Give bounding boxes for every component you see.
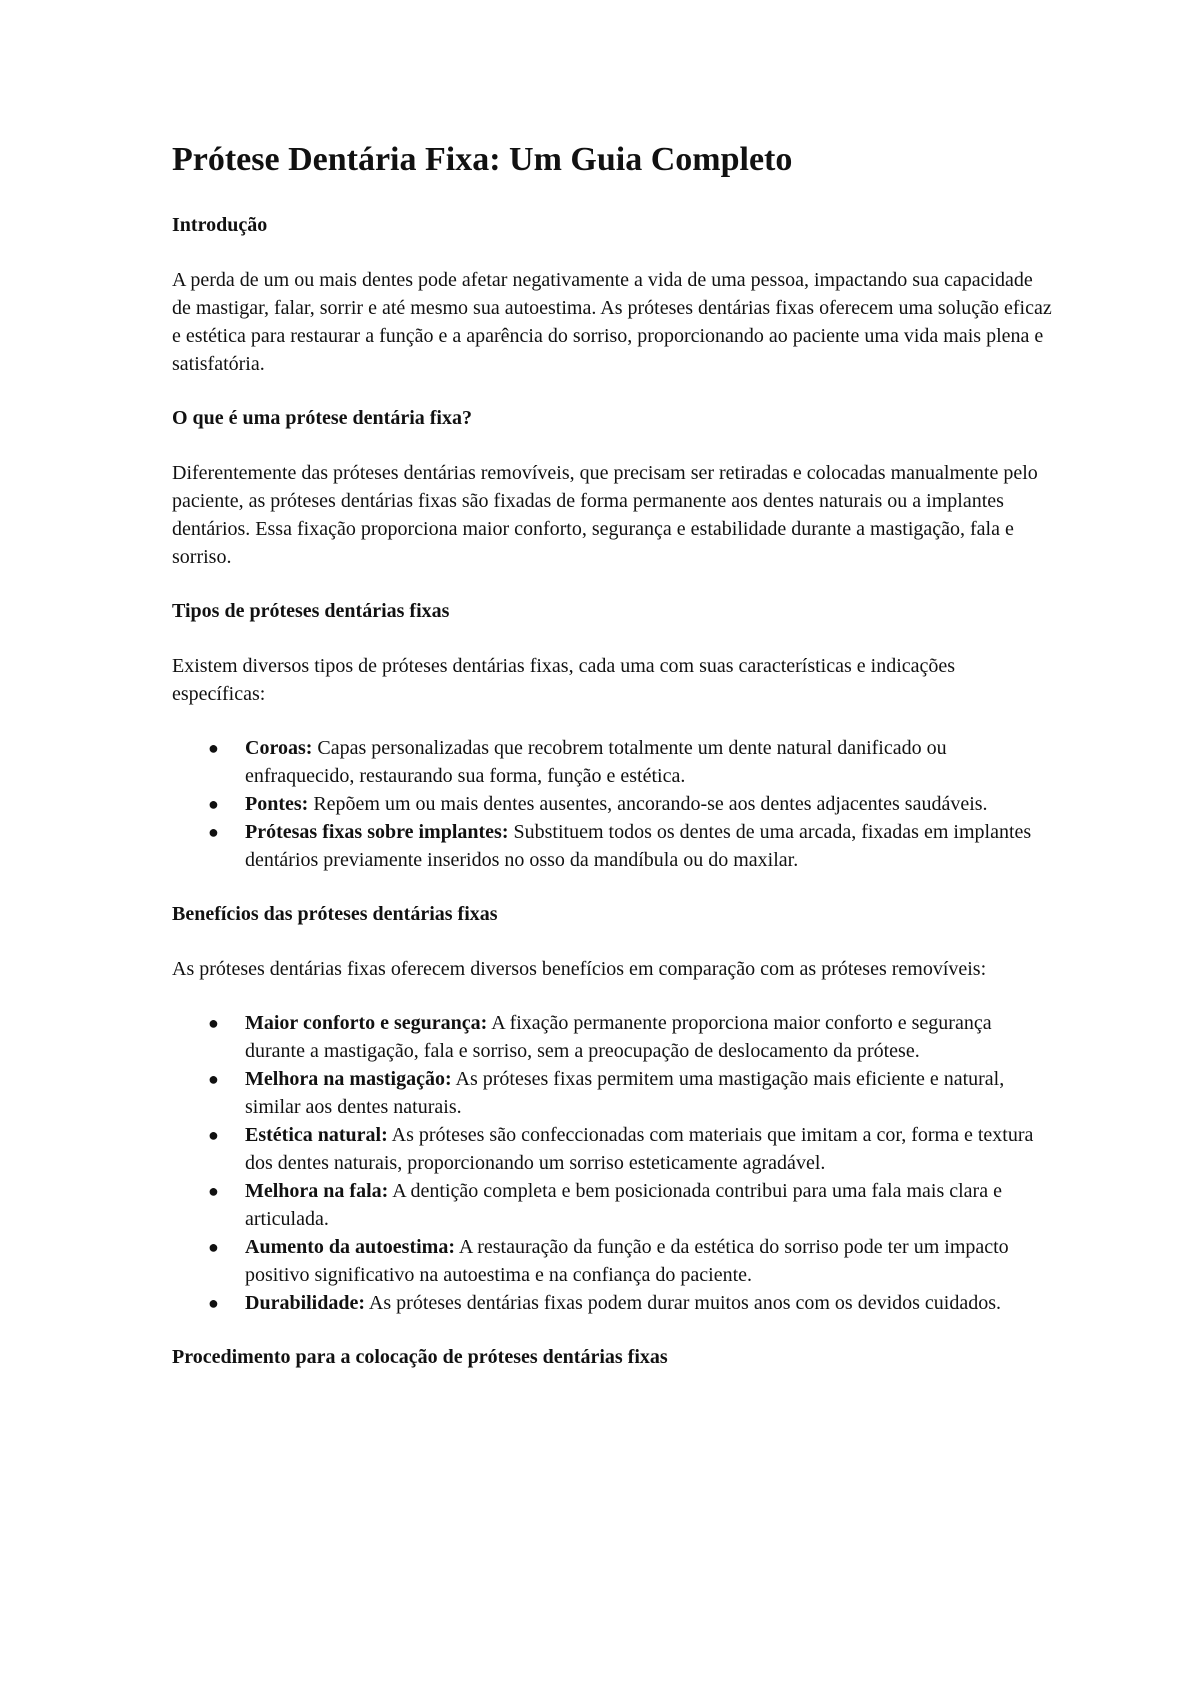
paragraph-beneficios: As próteses dentárias fixas oferecem diversos benefícios em comparação com as próteses removíveis:	[172, 957, 987, 980]
list-item-term: Pontes:	[245, 792, 309, 815]
list-item-term: Maior conforto e segurança:	[245, 1011, 488, 1034]
heading-o-que-e: O que é uma prótese dentária fixa?	[172, 406, 472, 429]
list-item-text: A dentição completa e bem posicionada contribui para uma fala mais clara e articulada.	[245, 1179, 1002, 1230]
document-title: Prótese Dentária Fixa: Um Guia Completo	[172, 141, 793, 178]
list-item-text: As próteses são confeccionadas com materiais que imitam a cor, forma e textura dos dentes naturais, proporcionando um sorriso esteticamente agradável.	[245, 1123, 1034, 1174]
bullet-icon: ●	[208, 821, 219, 842]
list-tipos	[172, 734, 1052, 874]
list-item-text: A restauração da função e da estética do sorriso pode ter um impacto positivo significativo na autoestima e na confiança do paciente.	[245, 1235, 1009, 1286]
list-item	[172, 1233, 1052, 1289]
list-item-term: Prótesas fixas sobre implantes:	[245, 820, 509, 843]
list-item	[172, 790, 1052, 818]
heading-introducao: Introdução	[172, 213, 268, 236]
list-item	[172, 818, 1052, 874]
list-item-term: Melhora na mastigação:	[245, 1067, 452, 1090]
list-item-text: As próteses dentárias fixas podem durar muitos anos com os devidos cuidados.	[365, 1291, 1002, 1314]
bullet-icon: ●	[208, 1292, 219, 1313]
bullet-icon: ●	[208, 1068, 219, 1089]
bullet-icon: ●	[208, 737, 219, 758]
heading-procedimento: Procedimento para a colocação de próteses dentárias fixas	[172, 1345, 668, 1368]
bullet-icon: ●	[208, 1012, 219, 1033]
list-item-text: Capas personalizadas que recobrem totalmente um dente natural danificado ou enfraquecido, restaurando sua forma, função e estética.	[245, 736, 947, 787]
list-item	[172, 1121, 1052, 1177]
bullet-icon: ●	[208, 1236, 219, 1257]
list-item	[172, 734, 1052, 790]
bullet-icon: ●	[208, 793, 219, 814]
list-item-text: Repõem um ou mais dentes ausentes, ancorando-se aos dentes adjacentes saudáveis.	[308, 792, 988, 815]
list-item-text: Substituem todos os dentes de uma arcada, fixadas em implantes dentários previamente inseridos no osso da mandíbula ou do maxilar.	[245, 820, 1032, 871]
list-item-term: Estética natural:	[245, 1123, 388, 1146]
paragraph-introducao: A perda de um ou mais dentes pode afetar negativamente a vida de uma pessoa, impactando sua capacidade de mastigar, falar, sorrir e até mesmo sua autoestima. As próteses dentárias fixas oferecem uma solução eficaz e estética para restaurar a função e a aparência do sorriso, proporcionando ao paciente uma vida mais plena e satisfatória.	[172, 268, 1052, 375]
list-item	[172, 1009, 1052, 1065]
list-beneficios	[172, 1009, 1052, 1317]
list-item-term: Aumento da autoestima:	[245, 1235, 455, 1258]
list-item-term: Melhora na fala:	[245, 1179, 389, 1202]
list-item-term: Coroas:	[245, 736, 313, 759]
list-item-term: Durabilidade:	[245, 1291, 366, 1314]
bullet-icon: ●	[208, 1124, 219, 1145]
heading-tipos: Tipos de próteses dentárias fixas	[172, 599, 450, 622]
list-item-text: A fixação permanente proporciona maior conforto e segurança durante a mastigação, fala e sorriso, sem a preocupação de deslocamento da prótese.	[245, 1011, 992, 1062]
list-item	[172, 1289, 1052, 1317]
paragraph-tipos: Existem diversos tipos de próteses dentárias fixas, cada uma com suas características e indicações específicas:	[172, 654, 956, 705]
bullet-icon: ●	[208, 1180, 219, 1201]
list-item	[172, 1177, 1052, 1233]
list-item	[172, 1065, 1052, 1121]
paragraph-o-que-e: Diferentemente das próteses dentárias removíveis, que precisam ser retiradas e colocadas manualmente pelo paciente, as próteses dentárias fixas são fixadas de forma permanente aos dentes naturais ou a implantes dentários. Essa fixação proporciona maior conforto, segurança e estabilidade durante a mastigação, fala e sorriso.	[172, 461, 1038, 568]
document-page	[172, 140, 1052, 1398]
list-item-text: As próteses fixas permitem uma mastigação mais eficiente e natural, similar aos dentes naturais.	[245, 1067, 1005, 1118]
heading-beneficios: Benefícios das próteses dentárias fixas	[172, 902, 498, 925]
